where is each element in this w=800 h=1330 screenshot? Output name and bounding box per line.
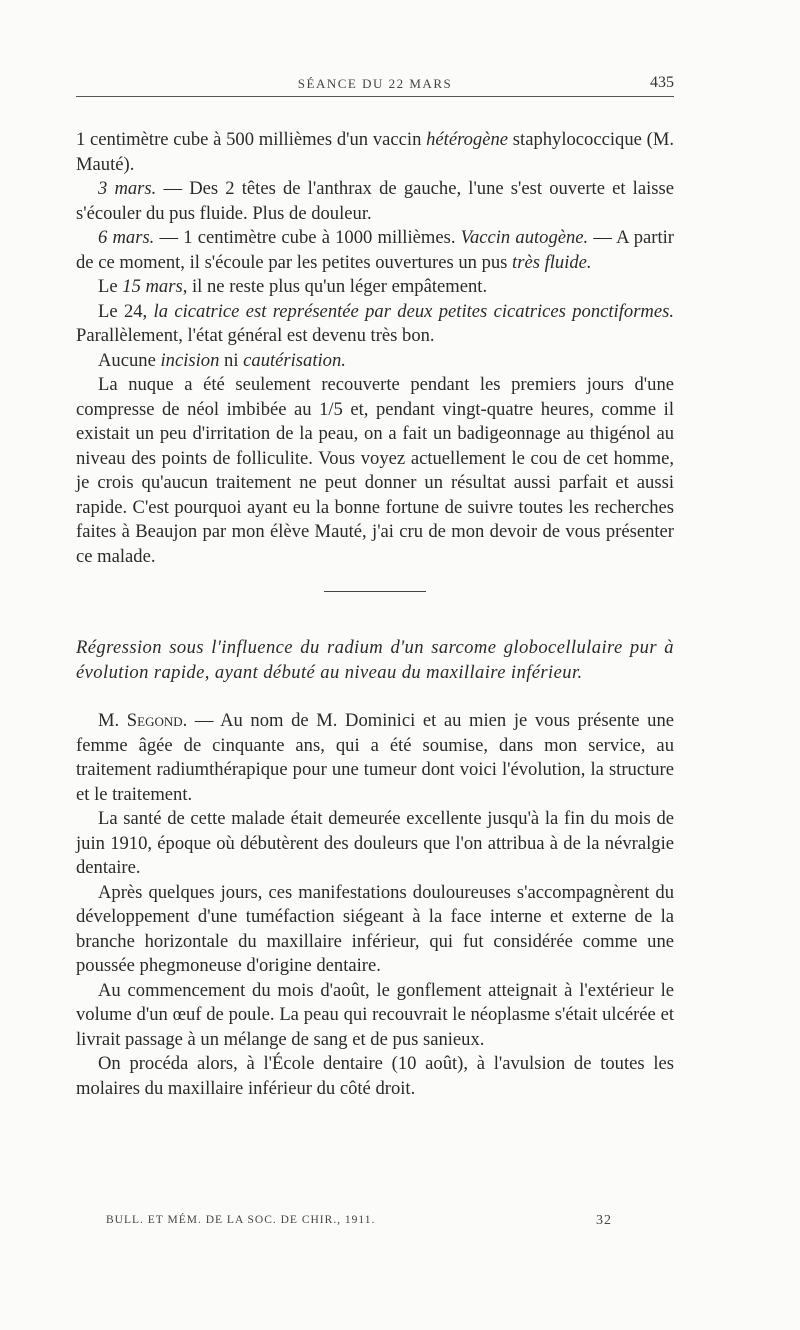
paragraph: La santé de cette malade était demeurée excellente jusqu'à la fin du mois de juin 1910, époque où débutèrent des douleurs que l'on attribua à de la névralgie dentaire. [76,808,674,878]
page-header [76,74,674,97]
page-number: 435 [650,74,674,91]
paragraph: 6 mars. — 1 centimètre cube à 1000 millièmes. Vaccin autogène. — A partir de ce moment, il s'écoule par les petites ouvertures un pus très fluide. [76,227,674,273]
section-title: Régression sous l'influence du radium d'un sarcome globocellulaire pur à évolution rapide, ayant débuté au niveau du maxillaire inférieur. [76,637,674,683]
section-divider [324,591,426,592]
paragraph: Le 24, la cicatrice est représentée par deux petites cicatrices ponctiformes. Parallèlement, l'état général est devenu très bon. [76,300,674,346]
paragraph: M. Segond. — Au nom de M. Dominici et au mien je vous présente une femme âgée de cinquante ans, qui a été soumise, dans mon service, au traitement radiumthérapique pour une tumeur dont voici l'évolution, la structure et le traitement. [76,710,674,805]
paragraph: 3 mars. — Des 2 têtes de l'anthrax de gauche, l'une s'est ouverte et laisse s'écouler du pus fluide. Plus de douleur. [76,178,674,224]
signature-number: 32 [596,1213,612,1228]
paragraph: On procéda alors, à l'École dentaire (10 août), à l'avulsion de toutes les molaires du maxillaire inférieur du côté droit. [76,1053,674,1099]
running-head: SÉANCE DU 22 MARS [297,76,453,91]
paragraph: Le 15 mars, il ne reste plus qu'un léger empâtement. [98,276,488,297]
paragraph: Au commencement du mois d'août, le gonflement atteignait à l'extérieur le volume d'un œuf de poule. La peau qui recouvrait le néoplasme s'était ulcérée et livrait passage à un mélange de sang et de pus sanieux. [76,979,674,1050]
paragraph: Après quelques jours, ces manifestations douloureuses s'accompagnèrent du développement d'une tuméfaction siégeant à la face interne et externe de la branche horizontale du maxillaire inférieur, qui fut considérée comme une poussée phegmoneuse d'origine dentaire. [76,881,674,976]
footer-citation: BULL. ET MÉM. DE LA SOC. DE CHIR., 1911. [106,1214,376,1226]
body-text [76,128,674,1101]
paragraph: 1 centimètre cube à 500 millièmes d'un vaccin hétérogène staphylococcique (M. Mauté). [76,129,675,175]
paragraph: Aucune incision ni cautérisation. [98,349,346,371]
paragraph: La nuque a été seulement recouverte pendant les premiers jours d'une compresse de néol imbibée au 1/5 et, pendant vingt-quatre heures, comme il existait un peu d'irritation de la peau, on a fait un badigeonnage au thigénol au niveau des points de folliculite. Vous voyez actuellement le cou de cet homme, je crois qu'aucun traitement ne peut donner un résultat aussi parfait et aussi rapide. C'est pourquoi ayant eu la bonne fortune de suivre toutes les recherches faites à Beaujon par mon élève Mauté, j'ai cru de mon devoir de vous présenter ce malade. [76,374,674,567]
page-footer [106,1214,612,1226]
